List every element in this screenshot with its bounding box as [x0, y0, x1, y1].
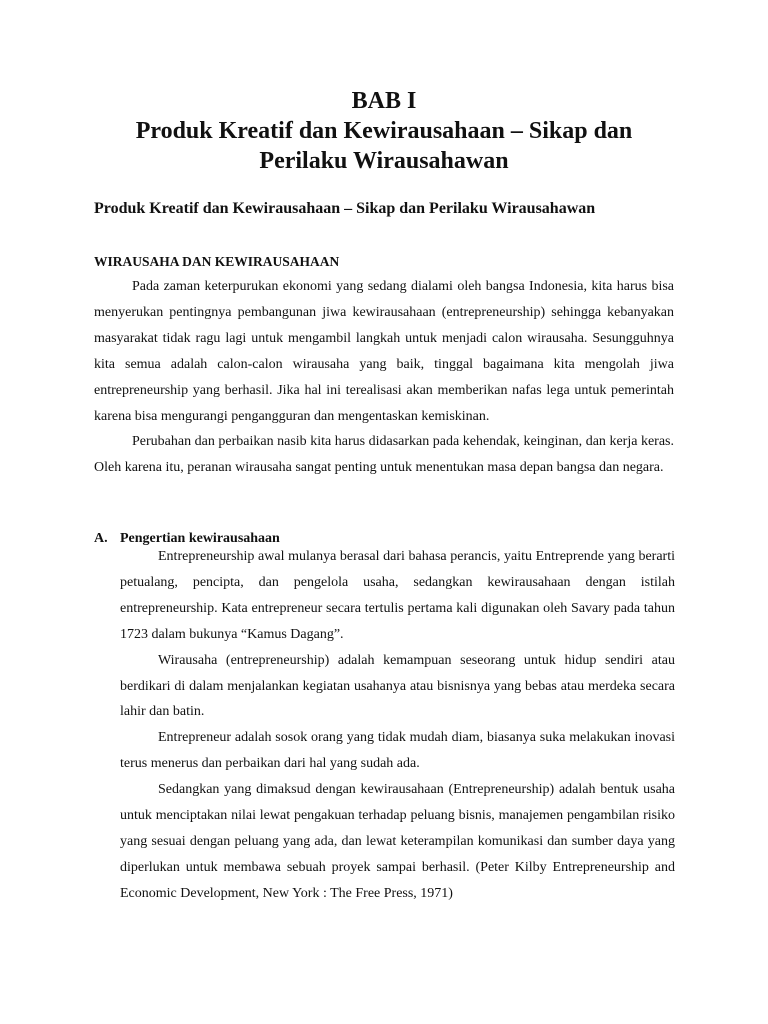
chapter-subtitle: Produk Kreatif dan Kewirausahaan – Sikap dan Perilaku Wirausahawan — [94, 200, 596, 217]
subsection-paragraph: Sedangkan yang dimaksud dengan kewirausahaan (Entrepreneurship) adalah bentuk usaha untuk menciptakan nilai lewat pengakuan terhadap peluang bisnis, manajemen pengambilan risiko yang sesuai dengan peluang yang ada, dan lewat keterampilan komunikasi dan sumber daya yang diperlukan untuk membawa sebuah proyek sampai berhasil. (Peter Kilby Entrepreneurship and Economic Development, New York : The Free Press, 1971) — [120, 782, 675, 901]
subsection-paragraph: Entrepreneur adalah sosok orang yang tidak mudah diam, biasanya suka melakukan inovasi terus menerus dan perbaikan dari hal yang sudah ada. — [120, 730, 675, 772]
chapter-title-line-1: Produk Kreatif dan Kewirausahaan – Sikap dan — [135, 118, 633, 144]
subsection-marker: A. — [94, 531, 108, 546]
section-heading: WIRAUSAHA DAN KEWIRAUSAHAAN — [94, 254, 340, 269]
intro-paragraph: Pada zaman keterpurukan ekonomi yang sedang dialami oleh bangsa Indonesia, kita harus bisa menyerukan pentingnya pembangunan jiwa kewirausahaan (entrepreneurship) sehingga kebanyakan masyarakat tidak ragu lagi untuk mengambil langkah untuk menjadi calon wirausaha. Sesungguhnya kita semua adalah calon-calon wirausaha yang baik, tinggal bagaimana kita mengolah jiwa entrepreneurship yang berhasil. Jika hal ini terealisasi akan memberikan nafas lega untuk pemerintah karena bisa mengurangi pengangguran dan mengentaskan kemiskinan. — [94, 279, 674, 424]
subsection-paragraph: Entrepreneurship awal mulanya berasal dari bahasa perancis, yaitu Entreprende yang berarti petualang, pencipta, dan pengelola usaha, sedangkan kewirausahaan dengan istilah entrepreneurship. Kata entrepreneur secara tertulis pertama kali digunakan oleh Savary pada tahun 1723 dalam bukunya “Kamus Dagang”. — [120, 549, 675, 642]
chapter-number: BAB I — [351, 88, 417, 114]
chapter-title-line-2: Perilaku Wirausahawan — [259, 148, 509, 174]
intro-body — [94, 274, 674, 481]
intro-paragraph: Perubahan dan perbaikan nasib kita harus didasarkan pada kehendak, keinginan, dan kerja keras. Oleh karena itu, peranan wirausaha sangat penting untuk menentukan masa depan bangsa dan negara. — [94, 434, 674, 476]
subsection-body — [120, 544, 675, 907]
subsection-title: Pengertian kewirausahaan — [120, 531, 280, 546]
subsection-paragraph: Wirausaha (entrepreneurship) adalah kemampuan seseorang untuk hidup sendiri atau berdikari di dalam menjalankan kegiatan usahanya atau bisnisnya yang bebas atau merdeka secara lahir dan batin. — [120, 652, 675, 720]
chapter-title-block — [0, 86, 768, 176]
